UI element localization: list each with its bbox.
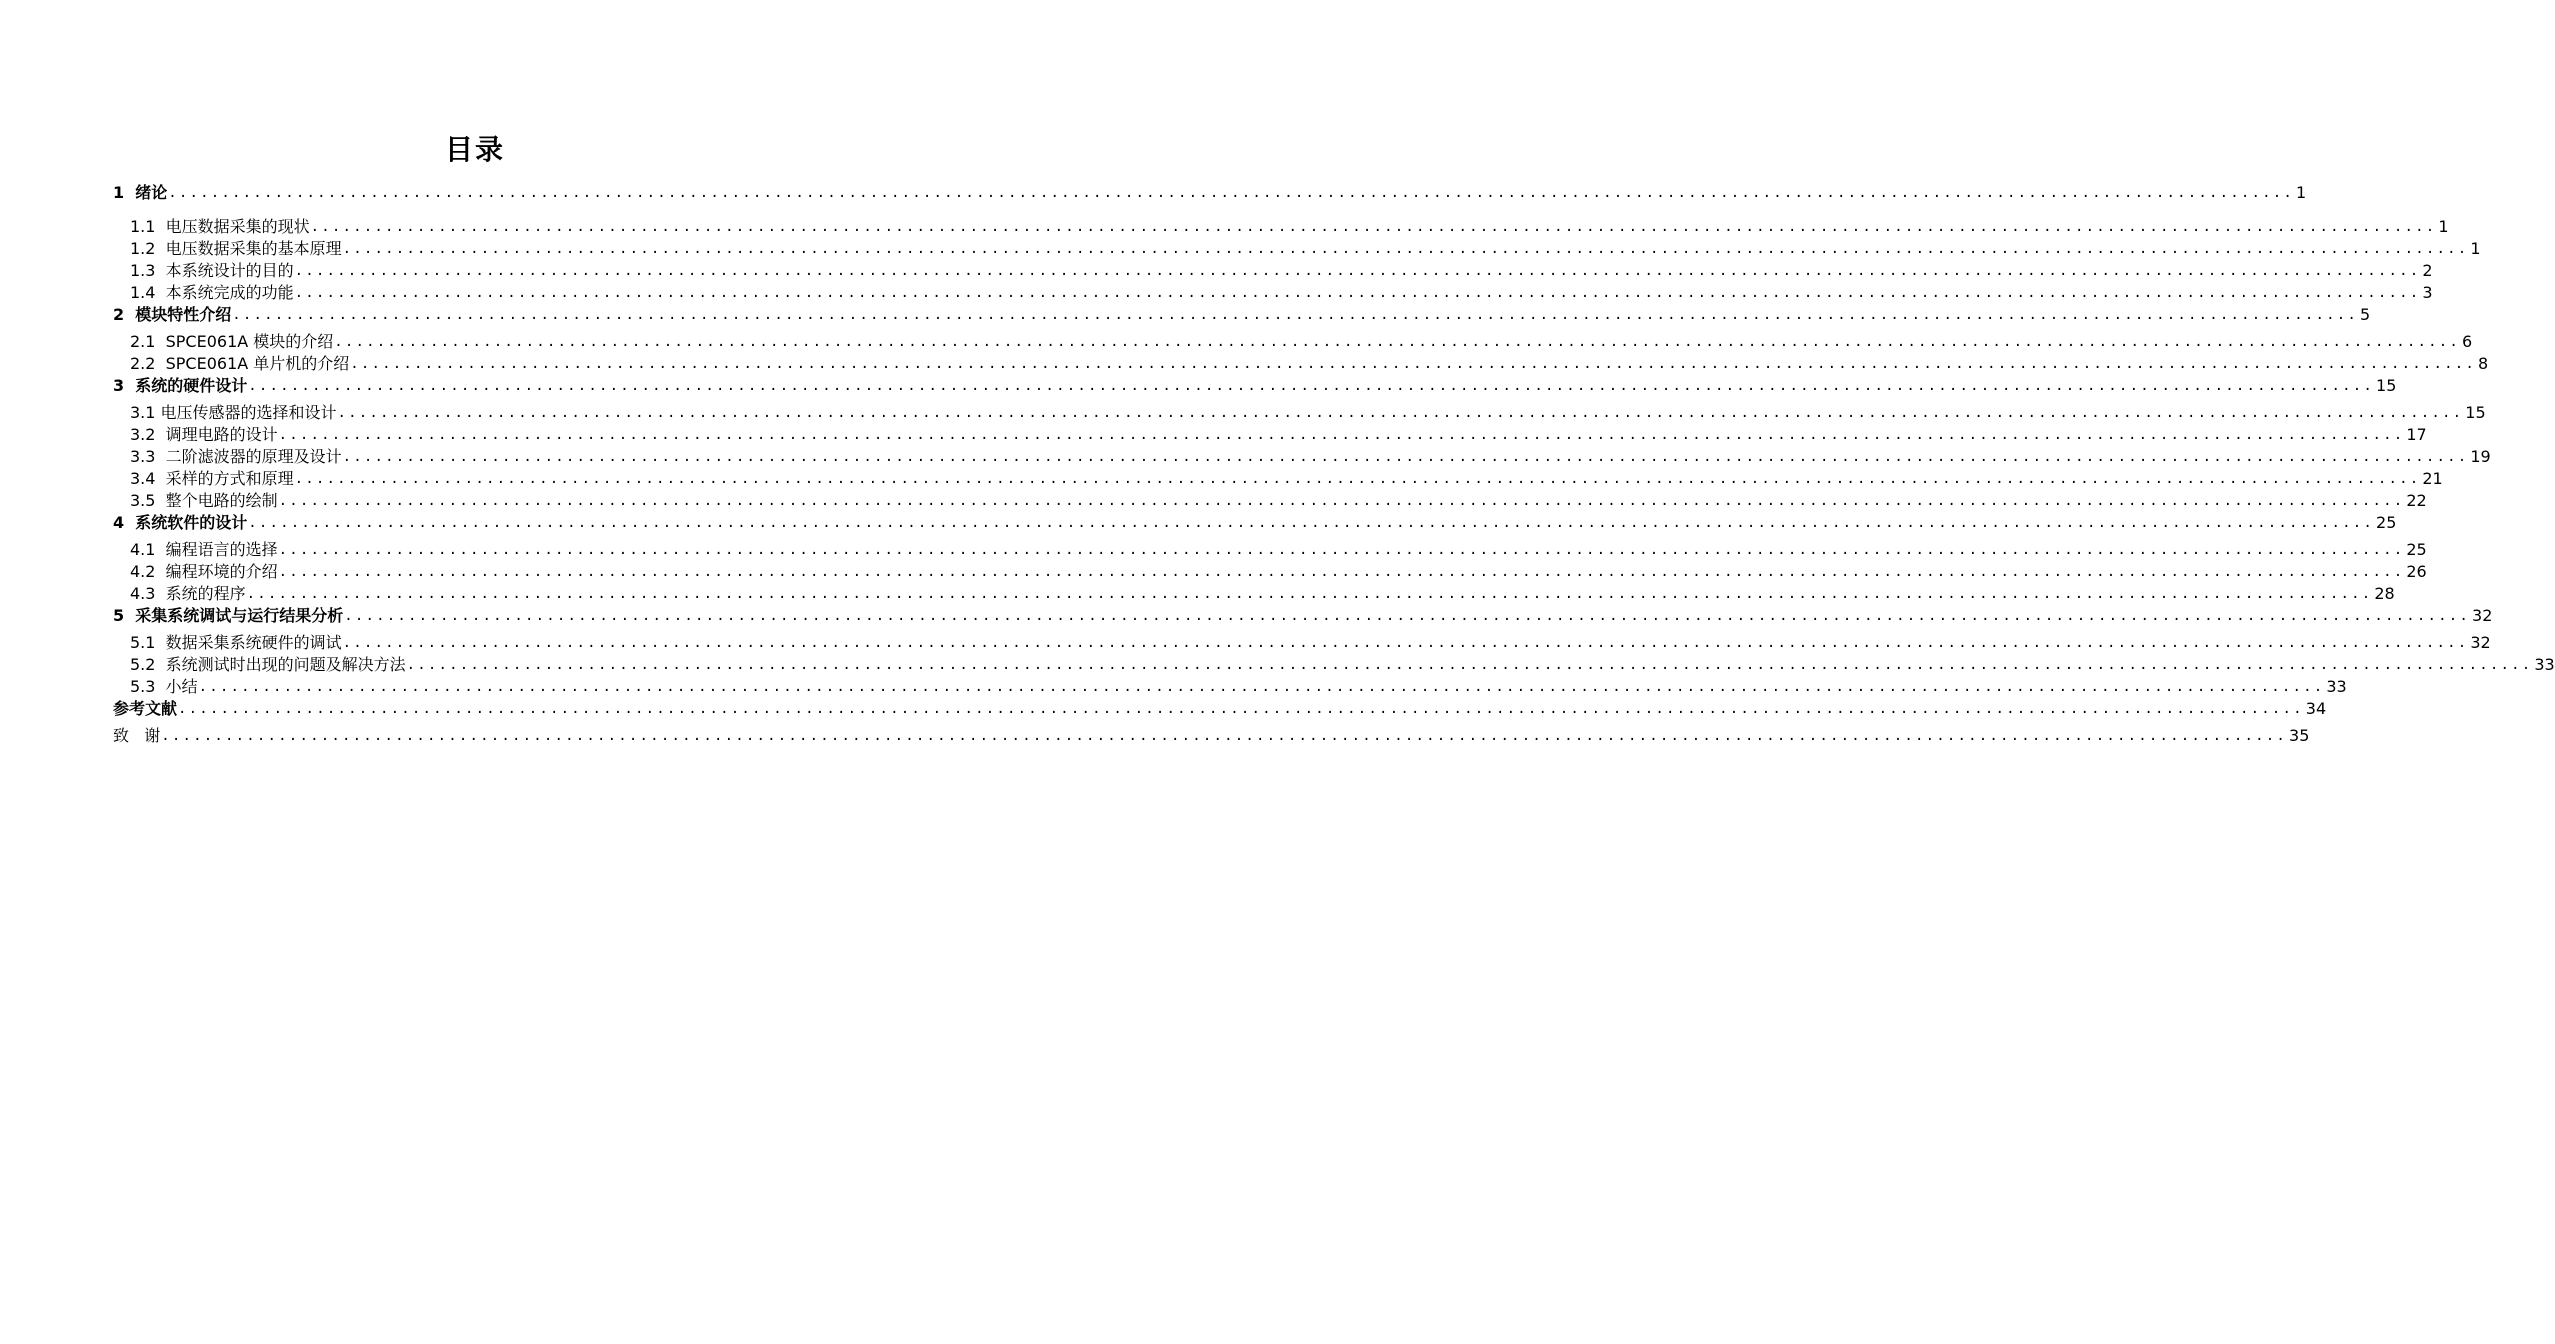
toc-entry[interactable] [113, 489, 2427, 511]
toc-entry-label: 3.2 调理电路的设计 [130, 425, 278, 444]
toc-entry-label: 4.2 编程环境的介绍 [130, 562, 278, 581]
toc-entry-label: 参考文献 [113, 699, 178, 718]
toc-entry-label: 2 模块特性介绍 [113, 305, 232, 324]
toc-entry-page: 15 [2376, 376, 2397, 395]
toc-entry-page: 2 [2422, 261, 2433, 280]
toc-entry-label: 5.3 小结 [130, 677, 198, 696]
toc-entry[interactable] [113, 352, 2489, 374]
toc-leader-dots: ........................................................................................................................................................................................................ [278, 564, 2405, 580]
toc-leader-dots: ........................................................................................................................................................................................................ [350, 356, 2477, 372]
toc-leader-dots: ........................................................................................................................................................................................................ [198, 679, 2325, 695]
toc-entry[interactable] [113, 653, 2555, 675]
page-title: 目录 [444, 133, 505, 166]
toc-entry-label: 1.2 电压数据采集的基本原理 [130, 239, 342, 258]
toc-entry[interactable] [113, 281, 2433, 303]
toc-entry[interactable] [113, 675, 2347, 697]
toc-entry-page: 32 [2470, 633, 2491, 652]
toc-leader-dots: ........................................................................................................................................................................................................ [294, 471, 2421, 487]
toc-entry-label: 5 采集系统调试与运行结果分析 [113, 606, 344, 625]
toc-entry-page: 1 [2438, 217, 2449, 236]
toc-leader-dots: ........................................................................................................................................................................................................ [246, 586, 2373, 602]
toc-entry-label: 5.1 数据采集系统硬件的调试 [130, 633, 342, 652]
toc-entry-page: 6 [2462, 332, 2473, 351]
toc-entry-label: 4.3 系统的程序 [130, 584, 246, 603]
toc-entry-page: 19 [2470, 447, 2491, 466]
toc-entry-page: 15 [2465, 403, 2486, 422]
toc-entry-label: 3.1 电压传感器的选择和设计 [130, 403, 337, 422]
toc-entry[interactable] [113, 538, 2427, 560]
toc-entry-page: 33 [2534, 655, 2555, 674]
toc-leader-dots: ........................................................................................................................................................................................................ [278, 493, 2405, 509]
toc-entry[interactable] [113, 604, 2493, 626]
toc-entry-label: 5.2 系统测试时出现的问题及解决方法 [130, 655, 406, 674]
toc-entry[interactable] [113, 423, 2427, 445]
toc-leader-dots: ........................................................................................................................................................................................................ [294, 263, 2421, 279]
toc-entry[interactable] [113, 259, 2433, 281]
toc-leader-dots: ........................................................................................................................................................................................................ [232, 307, 2359, 323]
toc-leader-dots: ........................................................................................................................................................................................................ [178, 701, 2304, 717]
toc-entry-label: 4.1 编程语言的选择 [130, 540, 278, 559]
toc-leader-dots: ........................................................................................................................................................................................................ [168, 185, 2295, 201]
toc-entry-label: 2.2 SPCE061A 单片机的介绍 [130, 354, 350, 373]
toc-entry-page: 25 [2406, 540, 2427, 559]
toc-leader-dots: ........................................................................................................................................................................................................ [342, 635, 2469, 651]
toc-entry-label: 3 系统的硬件设计 [113, 376, 248, 395]
toc-entry[interactable] [113, 631, 2491, 653]
toc-entry-page: 26 [2406, 562, 2427, 581]
toc-entry[interactable] [113, 582, 2395, 604]
toc-leader-dots: ........................................................................................................................................................................................................ [278, 542, 2405, 558]
toc-entry-label: 3.5 整个电路的绘制 [130, 491, 278, 510]
toc-entry[interactable] [113, 697, 2327, 719]
toc-entry-label: 1.4 本系统完成的功能 [130, 283, 294, 302]
toc-entry-label: 2.1 SPCE061A 模块的介绍 [130, 332, 334, 351]
toc-leader-dots: ........................................................................................................................................................................................................ [294, 285, 2421, 301]
toc-entry-label: 3.4 采样的方式和原理 [130, 469, 294, 488]
toc-entry-label: 3.3 二阶滤波器的原理及设计 [130, 447, 342, 466]
toc-entry[interactable] [113, 330, 2473, 352]
toc-entry[interactable] [113, 560, 2427, 582]
toc-entry[interactable] [113, 467, 2443, 489]
toc-entry[interactable] [113, 511, 2397, 533]
toc-entry-page: 28 [2374, 584, 2395, 603]
toc-leader-dots: ........................................................................................................................................................................................................ [342, 449, 2469, 465]
toc-leader-dots: ........................................................................................................................................................................................................ [278, 427, 2405, 443]
toc-leader-dots: ........................................................................................................................................................................................................ [248, 378, 2375, 394]
toc-entry-page: 1 [2470, 239, 2481, 258]
toc-entry[interactable] [113, 237, 2481, 259]
toc-entry[interactable] [113, 374, 2397, 396]
toc-entry-page: 17 [2406, 425, 2427, 444]
toc-leader-dots: ........................................................................................................................................................................................................ [342, 241, 2469, 257]
toc-entry[interactable] [113, 445, 2491, 467]
toc-entry-page: 1 [2296, 183, 2307, 202]
toc-entry[interactable] [113, 215, 2449, 237]
toc-leader-dots: ........................................................................................................................................................................................................ [161, 728, 2288, 744]
toc-entry-label: 4 系统软件的设计 [113, 513, 248, 532]
toc-entry-page: 33 [2326, 677, 2347, 696]
toc-entry[interactable] [113, 303, 2371, 325]
toc-entry-label: 1.1 电压数据采集的现状 [130, 217, 310, 236]
toc-leader-dots: ........................................................................................................................................................................................................ [334, 334, 2461, 350]
toc-entry-page: 22 [2406, 491, 2427, 510]
table-of-contents [113, 181, 2555, 746]
toc-entry-page: 32 [2472, 606, 2493, 625]
toc-entry-label: 1.3 本系统设计的目的 [130, 261, 294, 280]
toc-entry[interactable] [113, 724, 2310, 746]
toc-entry-page: 25 [2376, 513, 2397, 532]
toc-leader-dots: ........................................................................................................................................................................................................ [406, 657, 2533, 673]
toc-leader-dots: ........................................................................................................................................................................................................ [310, 219, 2437, 235]
toc-leader-dots: ........................................................................................................................................................................................................ [248, 515, 2375, 531]
toc-entry-page: 3 [2422, 283, 2433, 302]
toc-entry[interactable] [113, 181, 2307, 203]
toc-entry-label: 致 谢 [113, 726, 161, 745]
toc-leader-dots: ........................................................................................................................................................................................................ [344, 608, 2471, 624]
toc-entry-label: 1 绪论 [113, 183, 168, 202]
toc-entry-page: 5 [2360, 305, 2371, 324]
toc-entry-page: 34 [2305, 699, 2327, 718]
toc-entry-page: 8 [2478, 354, 2489, 373]
toc-leader-dots: ........................................................................................................................................................................................................ [337, 405, 2464, 421]
toc-entry-page: 35 [2289, 726, 2310, 745]
toc-entry[interactable] [113, 401, 2486, 423]
toc-entry-page: 21 [2422, 469, 2443, 488]
